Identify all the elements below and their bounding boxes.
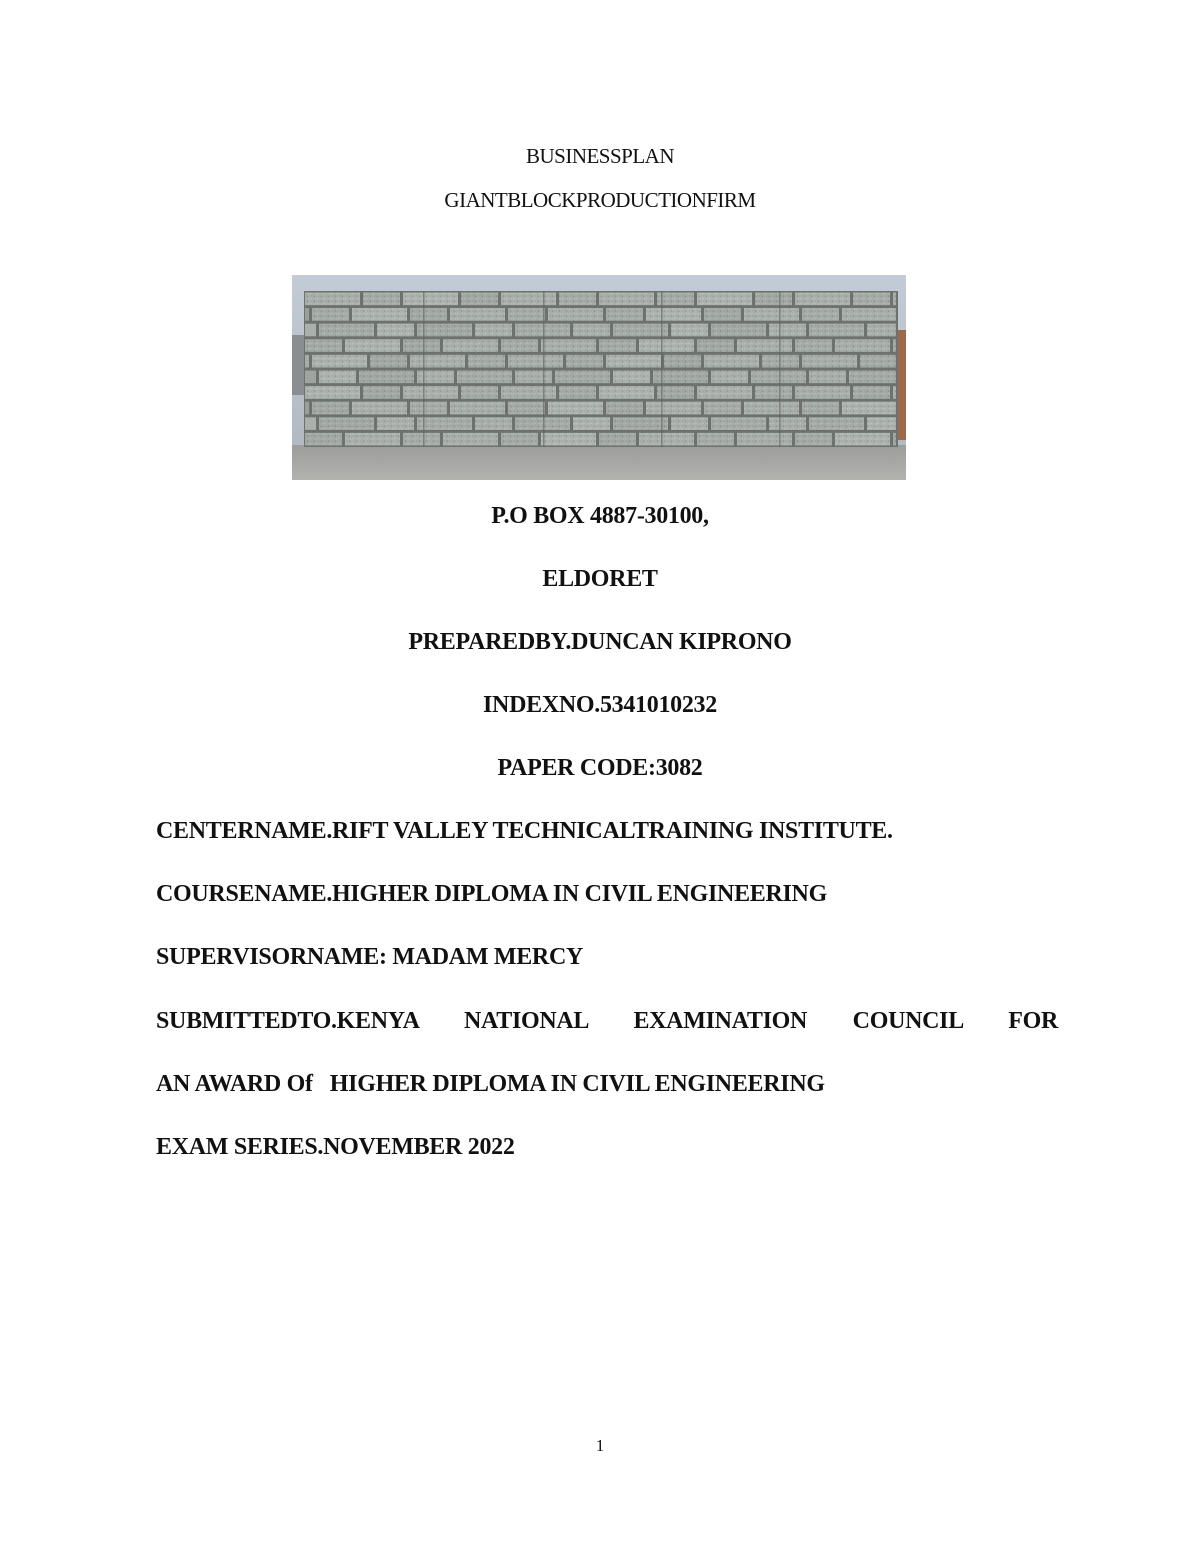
wall-block-texture (370, 355, 407, 368)
wall-block-texture (450, 402, 505, 415)
page-number: 1 (595, 1436, 605, 1455)
wall-block-texture (319, 417, 374, 430)
wall-block-texture (664, 355, 701, 368)
document-title: BUSINESSPLAN (525, 144, 675, 168)
wall-block-texture (515, 324, 570, 337)
city: ELDORET (542, 566, 658, 592)
wall-block-texture (842, 402, 896, 415)
wall-block-texture (501, 433, 538, 446)
wall-block-texture (711, 371, 748, 384)
wall-block-texture (573, 324, 610, 337)
wall-block (305, 355, 309, 368)
wall-block-texture (363, 386, 400, 399)
wall-block-texture (515, 417, 570, 430)
wall-block-texture (443, 339, 498, 352)
wall-block-texture (461, 293, 498, 306)
wall-block-texture (704, 402, 741, 415)
wall-block-texture (508, 355, 563, 368)
prepared-by: PREPAREDBY.DUNCAN KIPRONO (408, 629, 792, 655)
wall-block-texture (853, 293, 890, 306)
wall-block-texture (657, 293, 694, 306)
wall-block-texture (599, 339, 636, 352)
wall-block-texture (475, 324, 512, 337)
wall-block-texture (755, 293, 792, 306)
award-line: AN AWARD Of HIGHER DIPLOMA IN CIVIL ENGINEERING (156, 1071, 825, 1097)
wall-block-texture (345, 433, 400, 446)
wall-block-texture (751, 371, 806, 384)
wall-seam (661, 291, 663, 447)
wall-block-texture (711, 417, 766, 430)
wall-block-texture (403, 339, 440, 352)
wall-block-texture (769, 417, 806, 430)
wall-block-texture (410, 355, 465, 368)
wall-block-texture (646, 402, 701, 415)
wall-block-texture (305, 386, 360, 399)
wall-block-texture (305, 293, 360, 306)
wall-block-texture (893, 386, 896, 399)
wall-block-texture (501, 386, 556, 399)
wall-block-texture (639, 433, 694, 446)
wall-block-texture (737, 433, 792, 446)
wall-block (305, 308, 309, 321)
wall-block-texture (809, 371, 846, 384)
wall-block-texture (809, 324, 864, 337)
firm-name: GIANTBLOCKPRODUCTIONFIRM (444, 188, 756, 212)
wall-seam (543, 291, 545, 447)
wall-block-texture (443, 433, 498, 446)
submitted-to: SUBMITTEDTO.KENYA NATIONAL EXAMINATION COUNCIL FOR (156, 1008, 1058, 1034)
wall-block-texture (566, 355, 603, 368)
wall-block-texture (606, 355, 661, 368)
wall-block-texture (867, 417, 896, 430)
wall-block-texture (305, 339, 342, 352)
wall-block-texture (377, 417, 414, 430)
wall-block-texture (606, 308, 643, 321)
wall-block-texture (613, 324, 668, 337)
wall-block-texture (744, 402, 799, 415)
wall-block-texture (835, 433, 890, 446)
wall-block-texture (377, 324, 414, 337)
wall-block-texture (853, 386, 890, 399)
wall-block-texture (893, 293, 896, 306)
wall-block-texture (417, 371, 454, 384)
wall-block-texture (842, 308, 896, 321)
wall-block-texture (893, 433, 896, 446)
wall-block-texture (345, 339, 400, 352)
wall-block-texture (403, 386, 458, 399)
wall-block-texture (697, 386, 752, 399)
wall-block-texture (305, 433, 342, 446)
center-name: CENTERNAME.RIFT VALLEY TECHNICALTRAINING INSTITUTE. (156, 818, 893, 844)
wall-block-texture (319, 324, 374, 337)
index-number: INDEXNO.5341010232 (483, 692, 717, 718)
wall-block-texture (457, 371, 512, 384)
wall-block-texture (795, 293, 850, 306)
course-name: COURSENAME.HIGHER DIPLOMA IN CIVIL ENGINEERING (156, 881, 827, 907)
wall-block-texture (639, 339, 694, 352)
wall-block-texture (403, 433, 440, 446)
po-box: P.O BOX 4887-30100, (491, 503, 709, 529)
wall-block-texture (613, 417, 668, 430)
wall-block-texture (312, 355, 367, 368)
wall-block-texture (704, 308, 741, 321)
wall-block (305, 324, 316, 337)
supervisor-name: SUPERVISORNAME: MADAM MERCY (156, 944, 584, 970)
wall-block-texture (417, 417, 472, 430)
wall-block-texture (769, 324, 806, 337)
wall-block-texture (697, 339, 734, 352)
wall-seam (779, 291, 781, 447)
wall-block-texture (867, 324, 896, 337)
wall-block-texture (559, 293, 596, 306)
wall-block (305, 402, 309, 415)
wall-block-texture (548, 402, 603, 415)
wall-block-texture (697, 293, 752, 306)
wall-block-texture (468, 355, 505, 368)
wall-seam (423, 291, 425, 447)
wall-block-texture (802, 308, 839, 321)
wall-block-texture (893, 339, 896, 352)
wall-block-texture (312, 402, 349, 415)
block-wall (304, 291, 898, 447)
ground-slab (292, 445, 906, 480)
wall-block-texture (744, 308, 799, 321)
left-background-building (292, 335, 306, 395)
wall-block-texture (802, 355, 857, 368)
wall-block-texture (613, 371, 650, 384)
wall-block-texture (508, 308, 545, 321)
wall-block-texture (450, 308, 505, 321)
wall-block-texture (795, 386, 850, 399)
wall-block-texture (711, 324, 766, 337)
wall-block-texture (809, 417, 864, 430)
wall-block-texture (573, 417, 610, 430)
wall-block-texture (559, 386, 596, 399)
wall-block-texture (352, 402, 407, 415)
wall-block-texture (835, 339, 890, 352)
wall-block-texture (755, 386, 792, 399)
wall-block-texture (671, 324, 708, 337)
wall-block-texture (312, 308, 349, 321)
wall-block-texture (541, 433, 596, 446)
wall-block-texture (795, 433, 832, 446)
wall-block-texture (403, 293, 458, 306)
wall-block-texture (475, 417, 512, 430)
wall-block-texture (657, 386, 694, 399)
wall-block-texture (704, 355, 759, 368)
wall-block-texture (555, 371, 610, 384)
wall-block-texture (606, 402, 643, 415)
wall-block-texture (599, 433, 636, 446)
wall-block-texture (359, 371, 414, 384)
wall-block (305, 371, 316, 384)
wall-block-texture (363, 293, 400, 306)
wall-block (305, 417, 316, 430)
wall-block-texture (515, 371, 552, 384)
wall-block-texture (417, 324, 472, 337)
wall-block-texture (671, 417, 708, 430)
wall-block-texture (548, 308, 603, 321)
wall-block-texture (849, 371, 896, 384)
wall-block-texture (501, 339, 538, 352)
wall-block-texture (802, 402, 839, 415)
block-wall-photo (292, 275, 906, 480)
exam-series: EXAM SERIES.NOVEMBER 2022 (156, 1134, 515, 1160)
wall-block-texture (737, 339, 792, 352)
wall-block-texture (461, 386, 498, 399)
wall-block-texture (501, 293, 556, 306)
wall-block-texture (319, 371, 356, 384)
paper-code: PAPER CODE:3082 (497, 755, 703, 781)
wall-block-texture (410, 308, 447, 321)
wall-block-texture (795, 339, 832, 352)
wall-block-texture (410, 402, 447, 415)
wall-block-texture (599, 293, 654, 306)
wall-block-texture (541, 339, 596, 352)
wall-block-texture (697, 433, 734, 446)
wall-block-texture (860, 355, 896, 368)
wall-block-texture (352, 308, 407, 321)
wall-block-texture (508, 402, 545, 415)
wall-block-texture (646, 308, 701, 321)
wall-block-texture (599, 386, 654, 399)
